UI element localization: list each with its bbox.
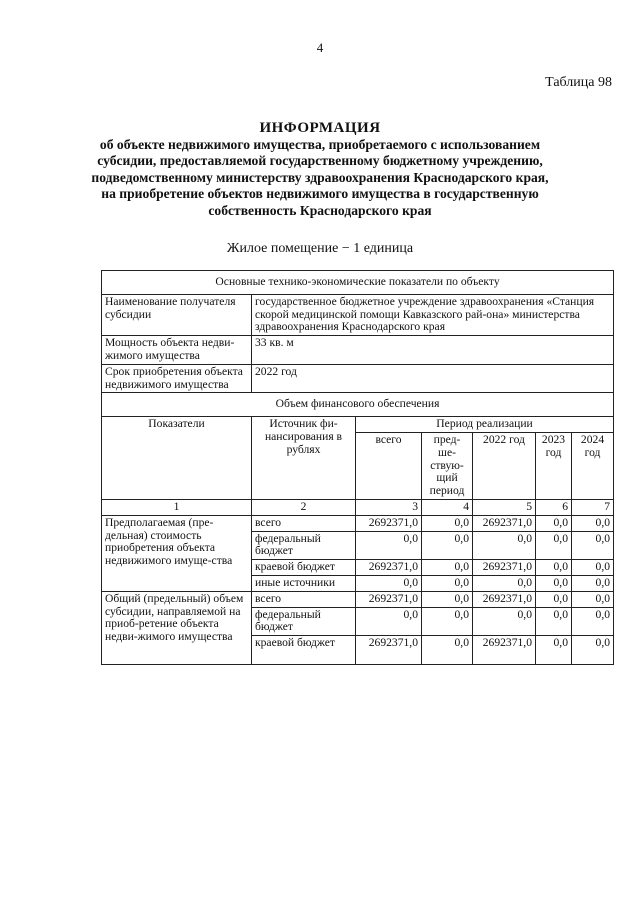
column-number: 5 — [473, 499, 536, 515]
table-number: Таблица 98 — [545, 75, 612, 90]
value-cell: 0,0 — [572, 591, 614, 607]
section-title-indicators: Основные технико-экономические показатели по объекту — [102, 271, 614, 295]
value-cell: 0,0 — [422, 636, 473, 665]
heading-title: ИНФОРМАЦИЯ — [259, 120, 381, 136]
value-cell: 0,0 — [473, 607, 536, 636]
value-cell: 2692371,0 — [356, 515, 422, 531]
source-cell: иные источники — [252, 575, 356, 591]
value-cell: 0,0 — [536, 636, 572, 665]
source-cell: федеральный бюджет — [252, 607, 356, 636]
value-cell: 0,0 — [572, 575, 614, 591]
row-value-capacity: 33 кв. м — [252, 336, 614, 365]
value-cell: 0,0 — [572, 607, 614, 636]
column-number: 4 — [422, 499, 473, 515]
info-table — [101, 270, 614, 665]
page-number: 4 — [316, 40, 324, 55]
heading-line: подведомственному министерству здравоохранения Краснодарского края, — [91, 169, 549, 185]
value-cell: 0,0 — [422, 607, 473, 636]
header-2022: 2022 год — [473, 432, 536, 499]
row-label-capacity: Мощность объекта недви-жимого имущества — [102, 336, 252, 365]
value-cell: 0,0 — [422, 560, 473, 576]
document-heading — [70, 120, 570, 220]
group-label-subsidy: Общий (предельный) объем субсидии, направляемой на приоб-ретение объекта недви-жимого имущества — [102, 591, 252, 664]
column-number: 3 — [356, 499, 422, 515]
value-cell: 0,0 — [356, 575, 422, 591]
value-cell: 0,0 — [536, 531, 572, 560]
heading-line: субсидии, предоставляемой государственному бюджетному учреждению, — [97, 153, 543, 169]
source-cell: краевой бюджет — [252, 636, 356, 665]
value-cell: 0,0 — [356, 531, 422, 560]
value-cell: 2692371,0 — [356, 591, 422, 607]
heading-line: на приобретение объектов недвижимого имущества в государственную — [101, 186, 539, 202]
section-title-finance: Объем финансового обеспечения — [102, 393, 614, 417]
value-cell: 0,0 — [536, 607, 572, 636]
header-source: Источник фи-нансирования в рублях — [252, 417, 356, 500]
value-cell: 2692371,0 — [473, 591, 536, 607]
column-number: 7 — [572, 499, 614, 515]
header-indicators: Показатели — [102, 417, 252, 500]
value-cell: 2692371,0 — [473, 636, 536, 665]
value-cell: 0,0 — [422, 575, 473, 591]
header-2023: 2023 год — [536, 432, 572, 499]
header-2024: 2024 год — [572, 432, 614, 499]
source-cell: всего — [252, 515, 356, 531]
value-cell: 0,0 — [473, 531, 536, 560]
value-cell: 2692371,0 — [356, 560, 422, 576]
value-cell: 0,0 — [356, 607, 422, 636]
column-number: 6 — [536, 499, 572, 515]
value-cell: 2692371,0 — [473, 560, 536, 576]
object-subtitle: Жилое помещение − 1 единица — [226, 241, 414, 256]
value-cell: 0,0 — [536, 515, 572, 531]
value-cell: 0,0 — [422, 531, 473, 560]
source-cell: краевой бюджет — [252, 560, 356, 576]
column-number: 2 — [252, 499, 356, 515]
value-cell: 0,0 — [422, 515, 473, 531]
heading-line: собственность Краснодарского края — [208, 202, 432, 218]
value-cell: 0,0 — [536, 575, 572, 591]
value-cell: 2692371,0 — [473, 515, 536, 531]
row-label-term: Срок приобретения объекта недвижимого имущества — [102, 364, 252, 393]
header-previous-period: пред-ше-ствую-щий период — [422, 432, 473, 499]
value-cell: 0,0 — [422, 591, 473, 607]
header-total: всего — [356, 432, 422, 499]
value-cell: 0,0 — [536, 591, 572, 607]
group-label-cost: Предполагаемая (пре-дельная) стоимость приобретения объекта недвижимого имуще-ства — [102, 515, 252, 591]
column-number: 1 — [102, 499, 252, 515]
value-cell: 0,0 — [572, 560, 614, 576]
source-cell: всего — [252, 591, 356, 607]
row-value-recipient: государственное бюджетное учреждение здравоохранения «Станция скорой медицинской помощи Кавказского рай-она» министерства здравоохранения Краснодарского края — [252, 294, 614, 335]
heading-line: об объекте недвижимого имущества, приобретаемого с использованием — [99, 136, 541, 152]
header-period: Период реализации — [356, 417, 614, 433]
value-cell: 0,0 — [572, 531, 614, 560]
column-number-row — [102, 499, 614, 515]
value-cell: 0,0 — [536, 560, 572, 576]
value-cell: 0,0 — [572, 636, 614, 665]
source-cell: федеральный бюджет — [252, 531, 356, 560]
value-cell: 0,0 — [473, 575, 536, 591]
row-value-term: 2022 год — [252, 364, 614, 393]
value-cell: 0,0 — [572, 515, 614, 531]
table-row — [102, 591, 614, 607]
row-label-recipient: Наименование получателя субсидии — [102, 294, 252, 335]
table-row — [102, 515, 614, 531]
value-cell: 2692371,0 — [356, 636, 422, 665]
